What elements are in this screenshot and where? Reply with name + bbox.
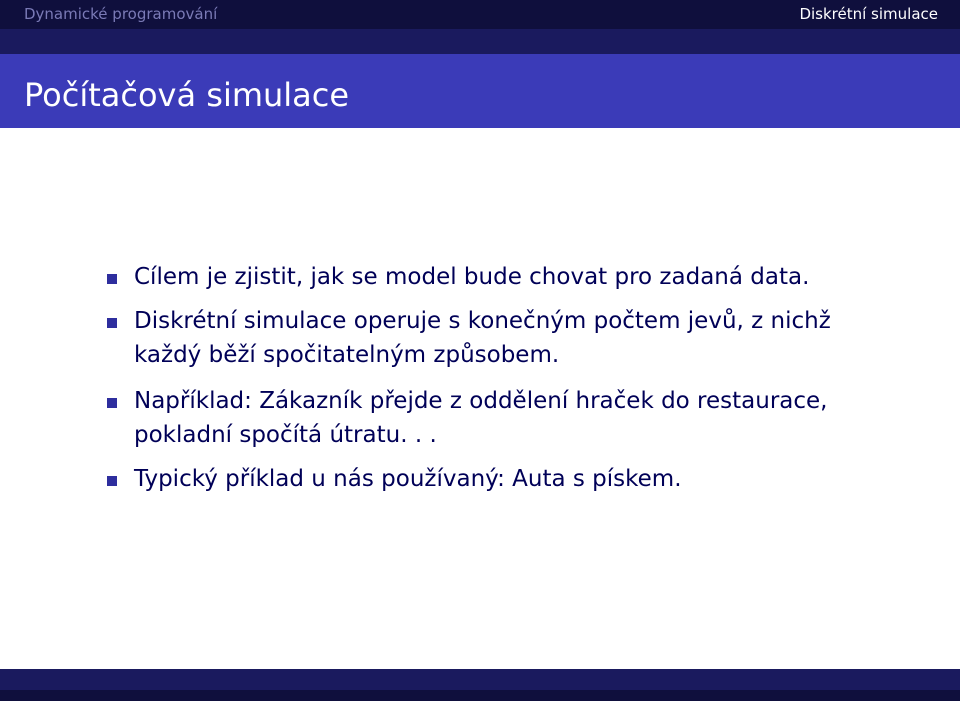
bullet-item <box>107 462 887 496</box>
bullet-square-icon <box>107 274 117 284</box>
frame-title: Počítačová simulace <box>24 76 350 114</box>
header-stripe <box>0 29 960 54</box>
bullet-square-icon <box>107 318 117 328</box>
bullet-text: Typický příklad u nás používaný: Auta s pískem. <box>134 466 682 492</box>
bullet-item <box>107 260 887 294</box>
subsection-title: Diskrétní simulace <box>799 5 938 23</box>
footer-stripe <box>0 669 960 690</box>
bullet-text: Cílem je zjistit, jak se model bude chovat pro zadaná data. <box>134 264 810 290</box>
bullet-text: Například: Zákazník přejde z oddělení hraček do restaurace, pokladní spočítá útratu. . . <box>134 388 828 448</box>
bullet-text: Diskrétní simulace operuje s konečným počtem jevů, z nichž každý běží spočitatelným způsobem. <box>134 308 831 368</box>
footer-bar <box>0 690 960 701</box>
bullet-item <box>107 304 887 372</box>
bullet-item <box>107 384 887 452</box>
header-bar <box>0 0 960 29</box>
bullet-square-icon <box>107 476 117 486</box>
bullet-square-icon <box>107 398 117 408</box>
frame-title-bar <box>0 54 960 128</box>
section-title: Dynamické programování <box>24 5 218 23</box>
